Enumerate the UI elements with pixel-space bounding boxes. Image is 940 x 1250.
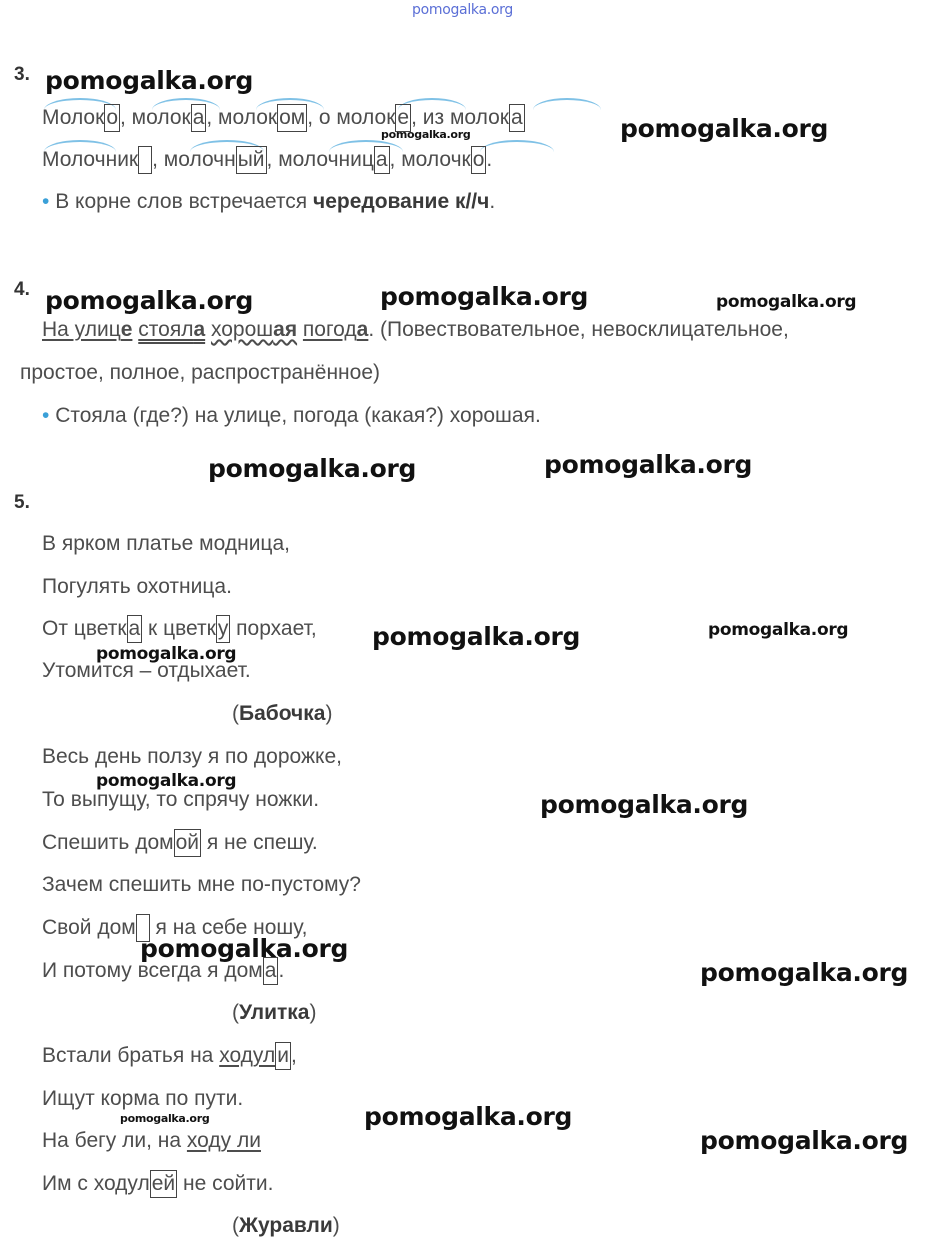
riddle3-answer: (Журавли) [232,1214,340,1237]
ending-box: ый [236,146,267,174]
ending-box: е [395,104,411,132]
watermark: pomogalka.org [380,282,589,311]
watermark: pomogalka.org [96,644,237,664]
riddle2-line5: Свой дом я на себе ношу, [42,914,307,942]
ending-box: у [216,615,231,643]
riddle1-line4: Утомится – отдыхает. [42,659,251,682]
s4-sentence: На улице стояла хорошая погода. (Повествовательное, невосклицательное, [42,318,789,341]
ending-box: о [471,146,487,174]
riddle1-line2: Погулять охотница. [42,575,232,598]
riddle2-line1: Весь день ползу я по дорожке, [42,745,342,768]
ending-box: а [127,615,143,643]
watermark: pomogalka.org [700,1126,909,1155]
watermark: pomogalka.org [364,1102,573,1131]
watermark: pomogalka.org [544,450,753,479]
ending-box: а [263,957,279,985]
watermark: pomogalka.org [120,1112,210,1125]
riddle3-line1: Встали братья на ходули, [42,1042,297,1070]
s3-note: • В корне слов встречается чередование к//ч. [42,190,496,213]
ending-box-empty [138,146,152,174]
ending-box: а [374,146,390,174]
ending-box: ом [277,104,307,132]
riddle3-line3: На бегу ли, на ходу ли [42,1129,261,1152]
watermark: pomogalka.org [45,66,254,95]
bullet-icon: • [42,404,50,427]
root-arc [533,98,601,110]
s3-row1: Молоко, молока, молоком, о молоке, из молока [42,104,525,132]
s4-sentence-cont: простое, полное, распространённое) [20,361,380,384]
riddle3-line2: Ищут корма по пути. [42,1087,244,1110]
watermark: pomogalka.org [381,128,471,141]
riddle2-line3: Спешить домой я не спешу. [42,829,318,857]
watermark: pomogalka.org [372,622,581,651]
riddle2-line4: Зачем спешить мне по-пустому? [42,873,361,896]
task-number-4: 4. [14,279,30,300]
watermark: pomogalka.org [140,934,349,963]
riddle3-line4: Им с ходулей не сойти. [42,1170,273,1198]
riddle1-line3: От цветка к цветку порхает, [42,615,317,643]
riddle1-line1: В ярком платье модница, [42,532,290,555]
watermark: pomogalka.org [716,292,857,312]
ending-box: а [509,104,525,132]
task-number-5: 5. [14,492,30,513]
watermark-top: pomogalka.org [412,2,513,18]
watermark: pomogalka.org [96,771,237,791]
riddle1-answer: (Бабочка) [232,702,333,725]
watermark: pomogalka.org [45,286,254,315]
watermark: pomogalka.org [708,620,849,640]
ending-box: ей [150,1170,177,1198]
watermark: pomogalka.org [620,114,829,143]
riddle2-line2: То выпущу, то спрячу ножки. [42,788,320,811]
s4-note: • Стояла (где?) на улице, погода (какая?) хорошая. [42,404,541,427]
ending-box: о [104,104,120,132]
s3-row2: Молочник , молочный, молочница, молочко. [42,146,492,174]
bullet-icon: • [42,190,50,213]
ending-box: а [191,104,207,132]
ending-box: и [275,1042,291,1070]
watermark: pomogalka.org [700,958,909,987]
riddle2-answer: (Улитка) [232,1001,317,1024]
watermark: pomogalka.org [540,790,749,819]
ending-box: ой [174,829,201,857]
task-number-3: 3. [14,64,30,85]
riddle2-line6: И потому всегда я дома. [42,957,284,985]
watermark: pomogalka.org [208,454,417,483]
